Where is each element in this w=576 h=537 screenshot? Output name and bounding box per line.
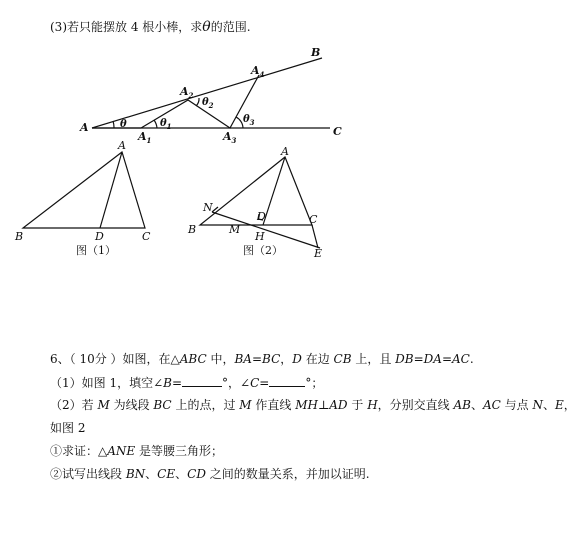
label-top-a2: $A_2$ — [180, 85, 194, 101]
q6-sub1: ①求证：△ANE 是等腰三角形； — [50, 444, 223, 458]
label-fig1-d: D — [95, 230, 104, 243]
part3-theta: θ — [202, 19, 211, 35]
label-top-theta3: $\theta_3$ — [243, 114, 255, 127]
label-fig2-b: B — [188, 223, 197, 236]
label-fig2-d: D — [257, 210, 266, 223]
part3-text-a: 若只能摆放 4 根小棒，求 — [67, 20, 203, 34]
part3-number: (3) — [50, 20, 67, 34]
label-top-theta2: $\theta_2$ — [202, 97, 214, 110]
arc-theta3 — [236, 117, 243, 128]
label-top-a3: $A_3$ — [223, 130, 237, 146]
figure2-line-ce — [312, 225, 318, 248]
label-fig1-a: A — [118, 139, 126, 152]
label-top-theta: θ — [120, 119, 127, 130]
label-top-b: B — [311, 46, 321, 59]
answer-blank-c[interactable] — [269, 375, 305, 387]
label-top-a4: $A_4$ — [251, 64, 265, 80]
label-fig2-n: N — [203, 201, 213, 214]
figure1-triangle — [23, 152, 145, 228]
label-fig2-h: H — [255, 230, 265, 243]
q6-intro: 6、（ 10分 ）如图，在△ABC 中，BA=BC，D 在边 CB 上，且 DB=DA=AC. — [50, 352, 474, 366]
figure2-caption: 图（2） — [243, 244, 283, 257]
part3-text-b: 的范围. — [210, 20, 251, 34]
q6-sub2: ②试写出线段 BN、CE、CD 之间的数量关系，并加以证明. — [50, 467, 370, 481]
label-fig2-c: C — [309, 213, 318, 226]
label-top-a1: $A_1$ — [138, 130, 152, 146]
label-fig2-m: M — [229, 223, 241, 236]
label-top-theta1: $\theta_1$ — [160, 118, 172, 131]
label-fig2-a: A — [281, 145, 289, 158]
label-fig1-c: C — [142, 230, 151, 243]
label-fig1-b: B — [15, 230, 24, 243]
label-top-a: A — [80, 121, 89, 134]
figure2-triangle — [200, 157, 312, 225]
figure2-segment-ad — [263, 157, 285, 225]
q6-part2: （2）若 M 为线段 BC 上的点，过 M 作直线 MH⊥AD 于 H，分别交直线 AB、AC 与点 N、E， — [50, 398, 576, 412]
q6-part2-line2: 如图 2 — [50, 421, 86, 435]
arc-theta2 — [196, 98, 199, 106]
answer-blank-b[interactable] — [182, 375, 222, 387]
figure1-caption: 图（1） — [76, 244, 116, 257]
arc-theta — [113, 121, 114, 128]
label-top-c: C — [333, 125, 342, 138]
figure1-segment-ad — [100, 152, 122, 228]
arc-theta1 — [154, 120, 157, 128]
q6-part1: （1）如图 1，填空∠B= °，∠C= °； — [50, 376, 324, 390]
label-fig2-e: E — [314, 247, 323, 260]
